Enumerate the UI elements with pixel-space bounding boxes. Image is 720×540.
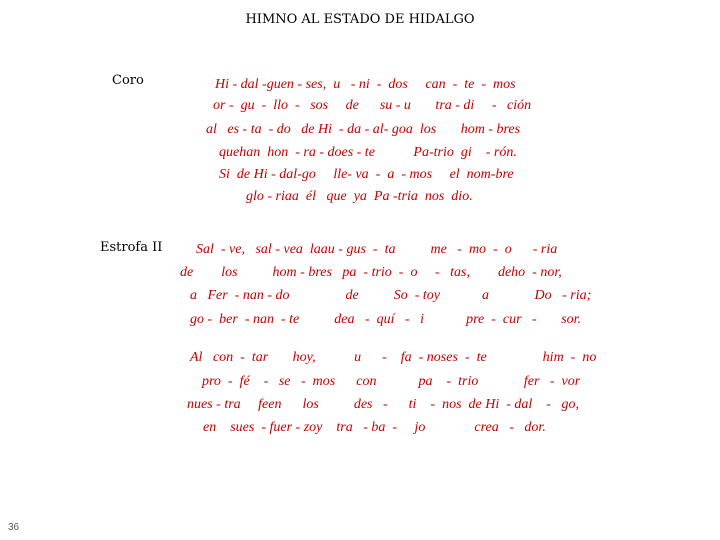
estrofa-ii-label: Estrofa II: [100, 240, 163, 255]
coro-line-1: Hi - dal -guen - ses, u - ni - dos can - te - mos: [215, 77, 516, 92]
coro-line-5: Si de Hi - dal-go lle- va - a - mos el nom-bre: [219, 167, 514, 182]
estrofa-line-5: Al con - tar hoy, u - fa - noses - te him - no: [190, 350, 597, 365]
estrofa-line-6: pro - fé - se - mos con pa - trio fer - vor: [202, 374, 581, 389]
estrofa-line-8: en sues - fuer - zoy tra - ba - jo crea - dor.: [203, 420, 546, 435]
estrofa-line-3: a Fer - nan - do de So - toy a Do - ria;: [190, 288, 592, 303]
estrofa-line-2: de los hom - bres pa - trio - o - tas, deho - nor,: [180, 265, 562, 280]
coro-label: Coro: [112, 73, 144, 88]
coro-line-2: or - gu - llo - sos de su - u tra - di - ción: [213, 98, 532, 113]
page-title: HIMNO AL ESTADO DE HIDALGO: [245, 12, 475, 27]
coro-line-4: quehan hon - ra - does - te Pa-trio gi - rón.: [219, 145, 517, 160]
coro-line-3: al es - ta - do de Hi - da - al- goa los hom - bres: [206, 122, 521, 137]
estrofa-line-4: go - ber - nan - te dea - quí - i pre - cur - sor.: [190, 312, 582, 327]
estrofa-line-7: nues - tra feen los des - ti - nos de Hi - dal - go,: [187, 397, 579, 412]
page-number: 36: [8, 522, 20, 533]
coro-line-6: glo - riaa él que ya Pa -tria nos dio.: [246, 189, 473, 204]
estrofa-line-1: Sal - ve, sal - vea laau - gus - ta me - mo - o - ria: [196, 242, 558, 257]
